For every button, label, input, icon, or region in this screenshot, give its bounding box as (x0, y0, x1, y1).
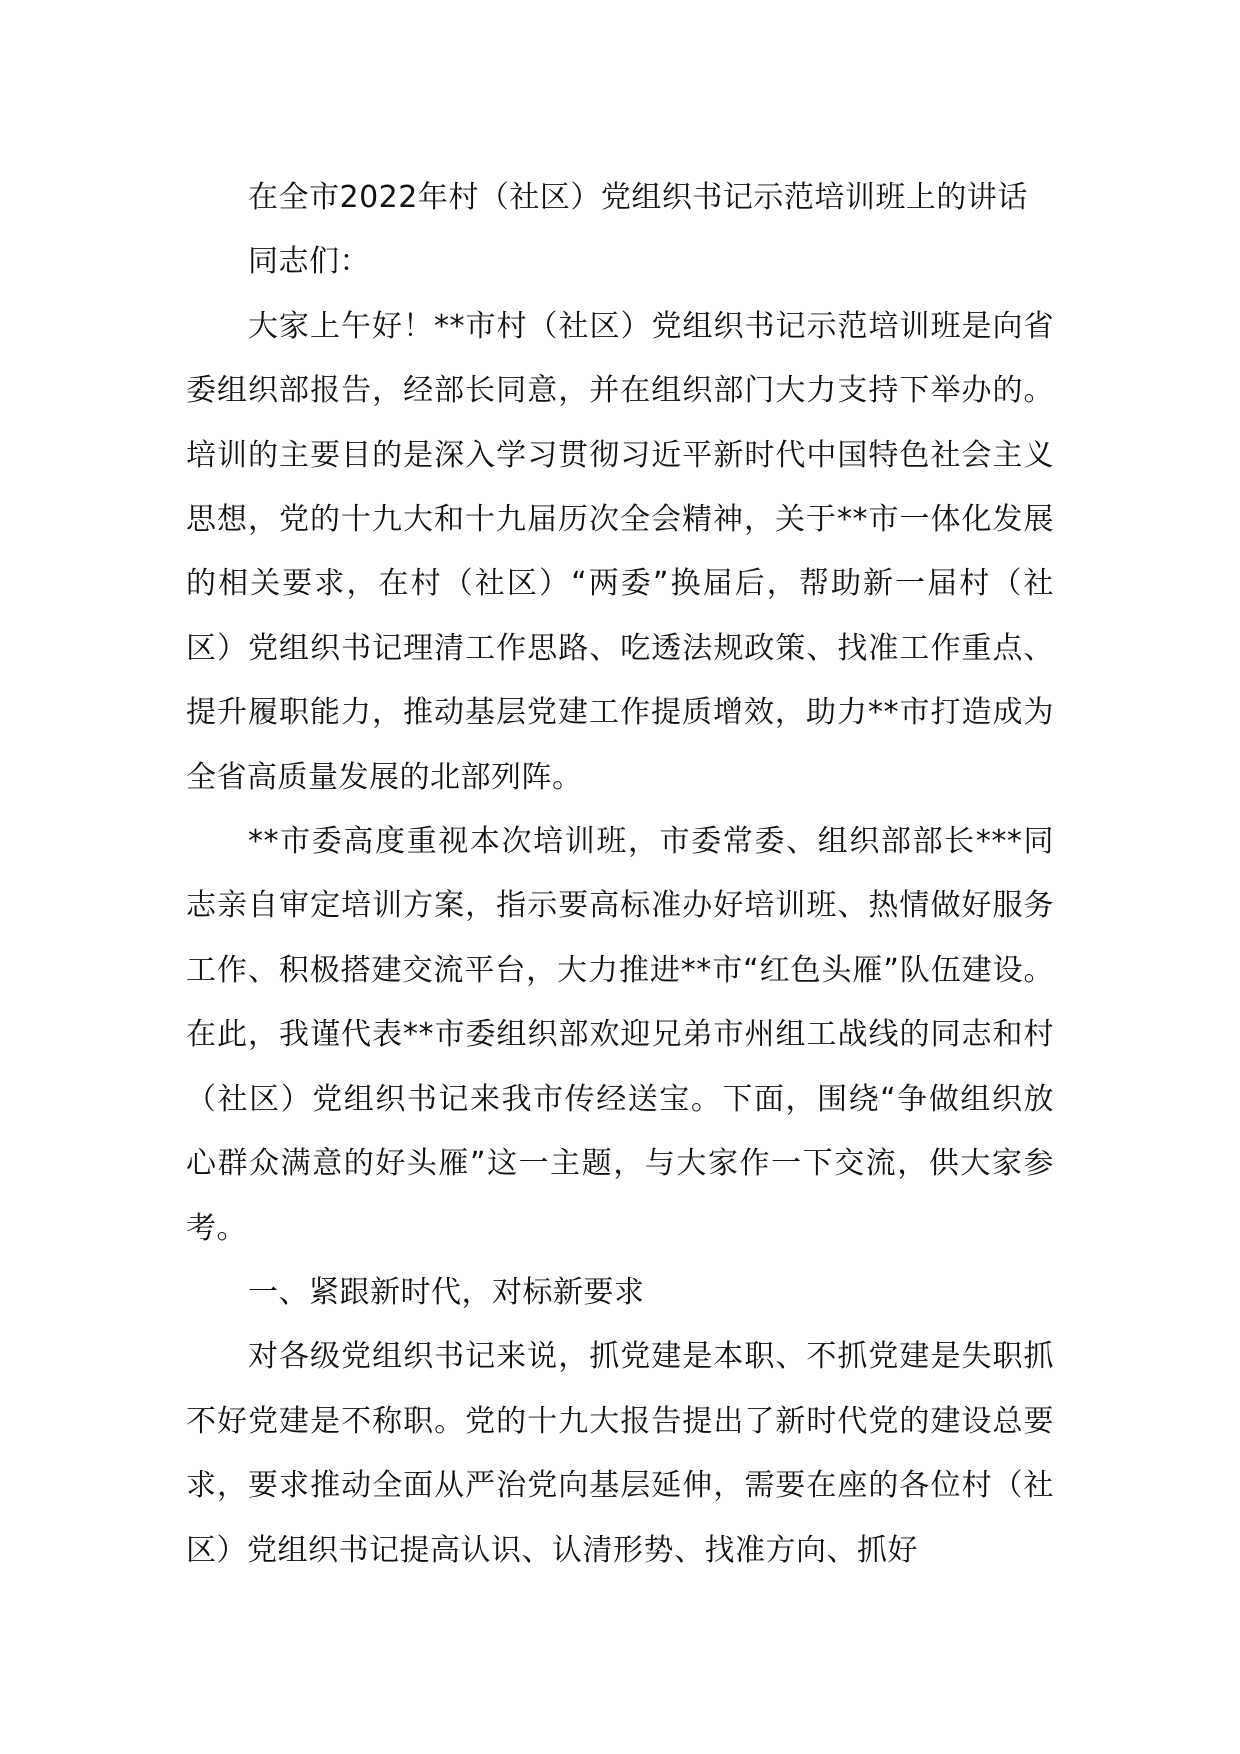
document-title: 在全市2022年村（社区）党组织书记示范培训班上的讲话 (248, 180, 1028, 215)
section-heading: 一、紧跟新时代，对标新要求 (248, 1274, 645, 1310)
salutation: 同志们： (248, 244, 370, 280)
body-paragraph-2: **市委高度重视本次培训班，市委常委、组织部部长***同志亲自审定培训方案，指示要高标准办好培训班、热情做好服务工作、积极搭建交流平台，大力推进**市“红色头雁”队伍建设。在此，我谨代表**市委组织部欢迎兄弟市州组工战线的同志和村（社区）党组织书记来我市传经送宝。下面，围绕“争做组织放心群众满意的好头雁”这一主题，与大家作一下交流，供大家参考。 (186, 824, 1054, 1246)
body-paragraph-1: 大家上午好！**市村（社区）党组织书记示范培训班是向省委组织部报告，经部长同意，并在组织部门大力支持下举办的。培训的主要目的是深入学习贯彻习近平新时代中国特色社会主义思想，党的十九大和十九届历次全会精神，关于**市一体化发展的相关要求，在村（社区）“两委”换届后，帮助新一届村（社区）党组织书记理清工作思路、吃透法规政策、找准工作重点、提升履职能力，推动基层党建工作提质增效，助力**市打造成为全省高质量发展的北部列阵。 (186, 308, 1054, 795)
document-body (186, 166, 1054, 1583)
section-paragraph: 对各级党组织书记来说，抓党建是本职、不抓党建是失职抓不好党建是不称职。党的十九大报告提出了新时代党的建设总要求，要求推动全面从严治党向基层延伸，需要在座的各位村（社区）党组织书记提高认识、认清形势、找准方向、抓好 (186, 1339, 1054, 1568)
